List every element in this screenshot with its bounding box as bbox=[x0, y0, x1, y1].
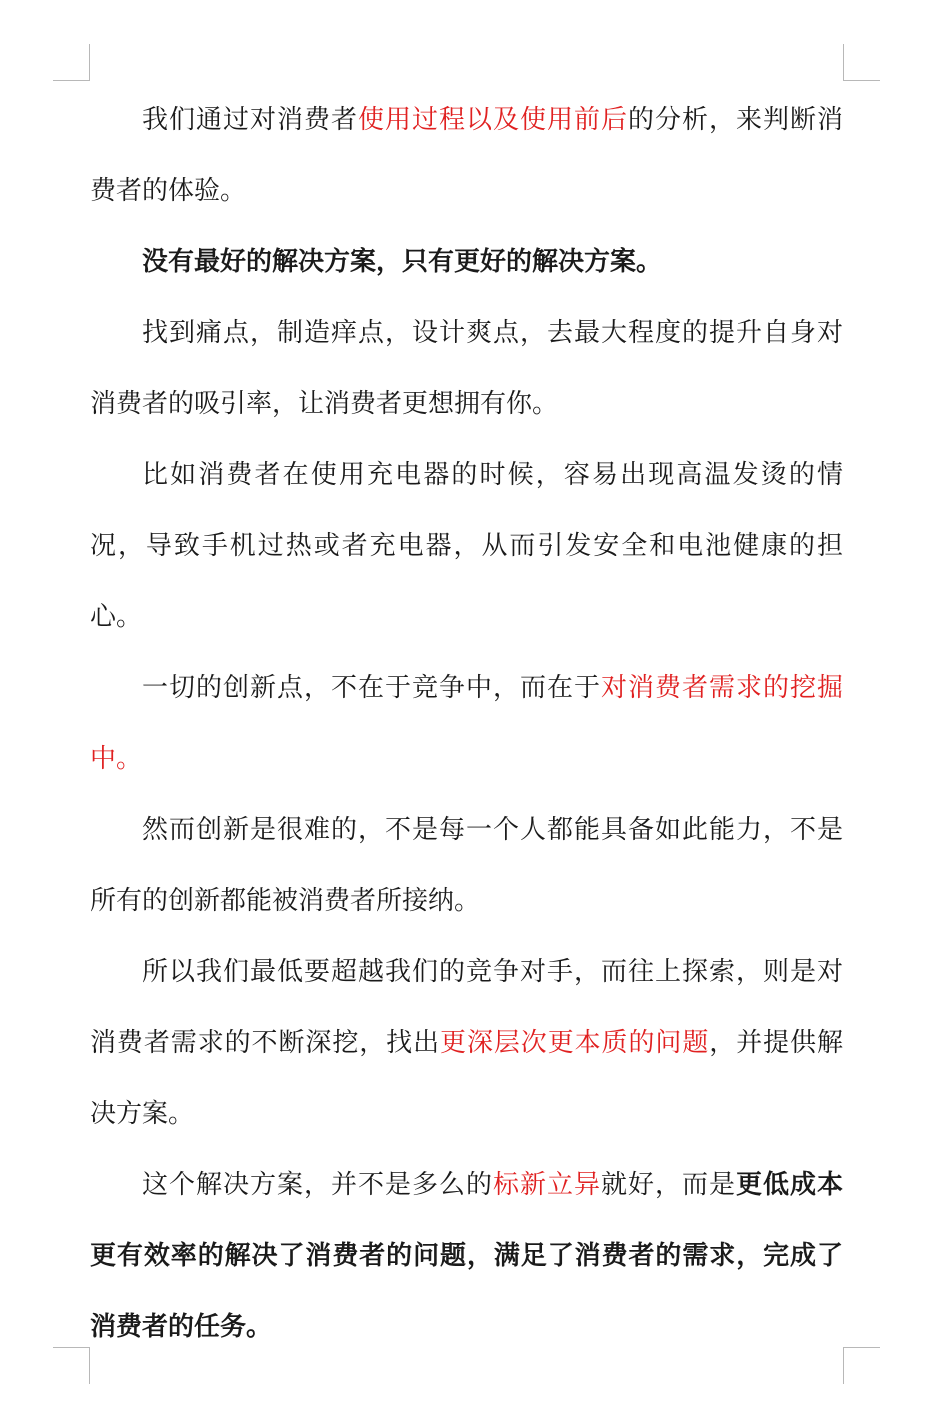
paragraph bbox=[90, 795, 843, 937]
text-segment: ，并提供解决方案。 bbox=[90, 1028, 843, 1129]
crop-mark-top-right bbox=[843, 44, 880, 81]
crop-mark-top-left bbox=[53, 44, 90, 81]
bold-text: 没有最好的解决方案，只有更好的解决方案。 bbox=[142, 247, 663, 277]
text-segment: 比如消费者在使用充电器的时候，容易出现高温发烫的情况，导致手机过热或者充电器，从而引发安全和电池健康的担心。 bbox=[90, 460, 843, 632]
paragraph bbox=[90, 227, 843, 298]
highlight-text: 对消费者需求的挖掘中。 bbox=[90, 673, 843, 774]
paragraph bbox=[90, 937, 843, 1150]
text-segment: 然而创新是很难的，不是每一个人都能具备如此能力，不是所有的创新都能被消费者所接纳。 bbox=[90, 815, 843, 916]
text-segment: 所以我们最低要超越我们的竞争对手，而往上探索，则是对消费者需求的不断深挖，找出 bbox=[90, 957, 843, 1058]
paragraph bbox=[90, 298, 843, 440]
text-segment: 就好，而是 bbox=[600, 1170, 736, 1200]
highlight-text: 更深层次更本质的问题 bbox=[440, 1028, 710, 1058]
paragraph bbox=[90, 653, 843, 795]
document-body bbox=[90, 85, 843, 1363]
highlight-text: 标新立异 bbox=[492, 1170, 601, 1200]
text-segment: 这个解决方案，并不是多么的 bbox=[142, 1170, 493, 1200]
text-segment: 一切的创新点，不在于竞争中，而在于 bbox=[142, 673, 601, 703]
crop-mark-bottom-right bbox=[843, 1347, 880, 1384]
text-segment: 我们通过对消费者 bbox=[142, 105, 358, 135]
text-segment: 找到痛点，制造痒点，设计爽点，去最大程度的提升自身对消费者的吸引率，让消费者更想拥有你。 bbox=[90, 318, 843, 419]
paragraph bbox=[90, 85, 843, 227]
highlight-text: 使用过程以及使用前后 bbox=[358, 105, 628, 135]
text-segment: 的分析，来判断消费者的体验。 bbox=[90, 105, 843, 206]
crop-mark-bottom-left bbox=[53, 1347, 90, 1384]
bold-text: 更低成本更有效率的解决了消费者的问题，满足了消费者的需求，完成了消费者的任务。 bbox=[90, 1170, 843, 1342]
paragraph bbox=[90, 440, 843, 653]
paragraph bbox=[90, 1150, 843, 1363]
